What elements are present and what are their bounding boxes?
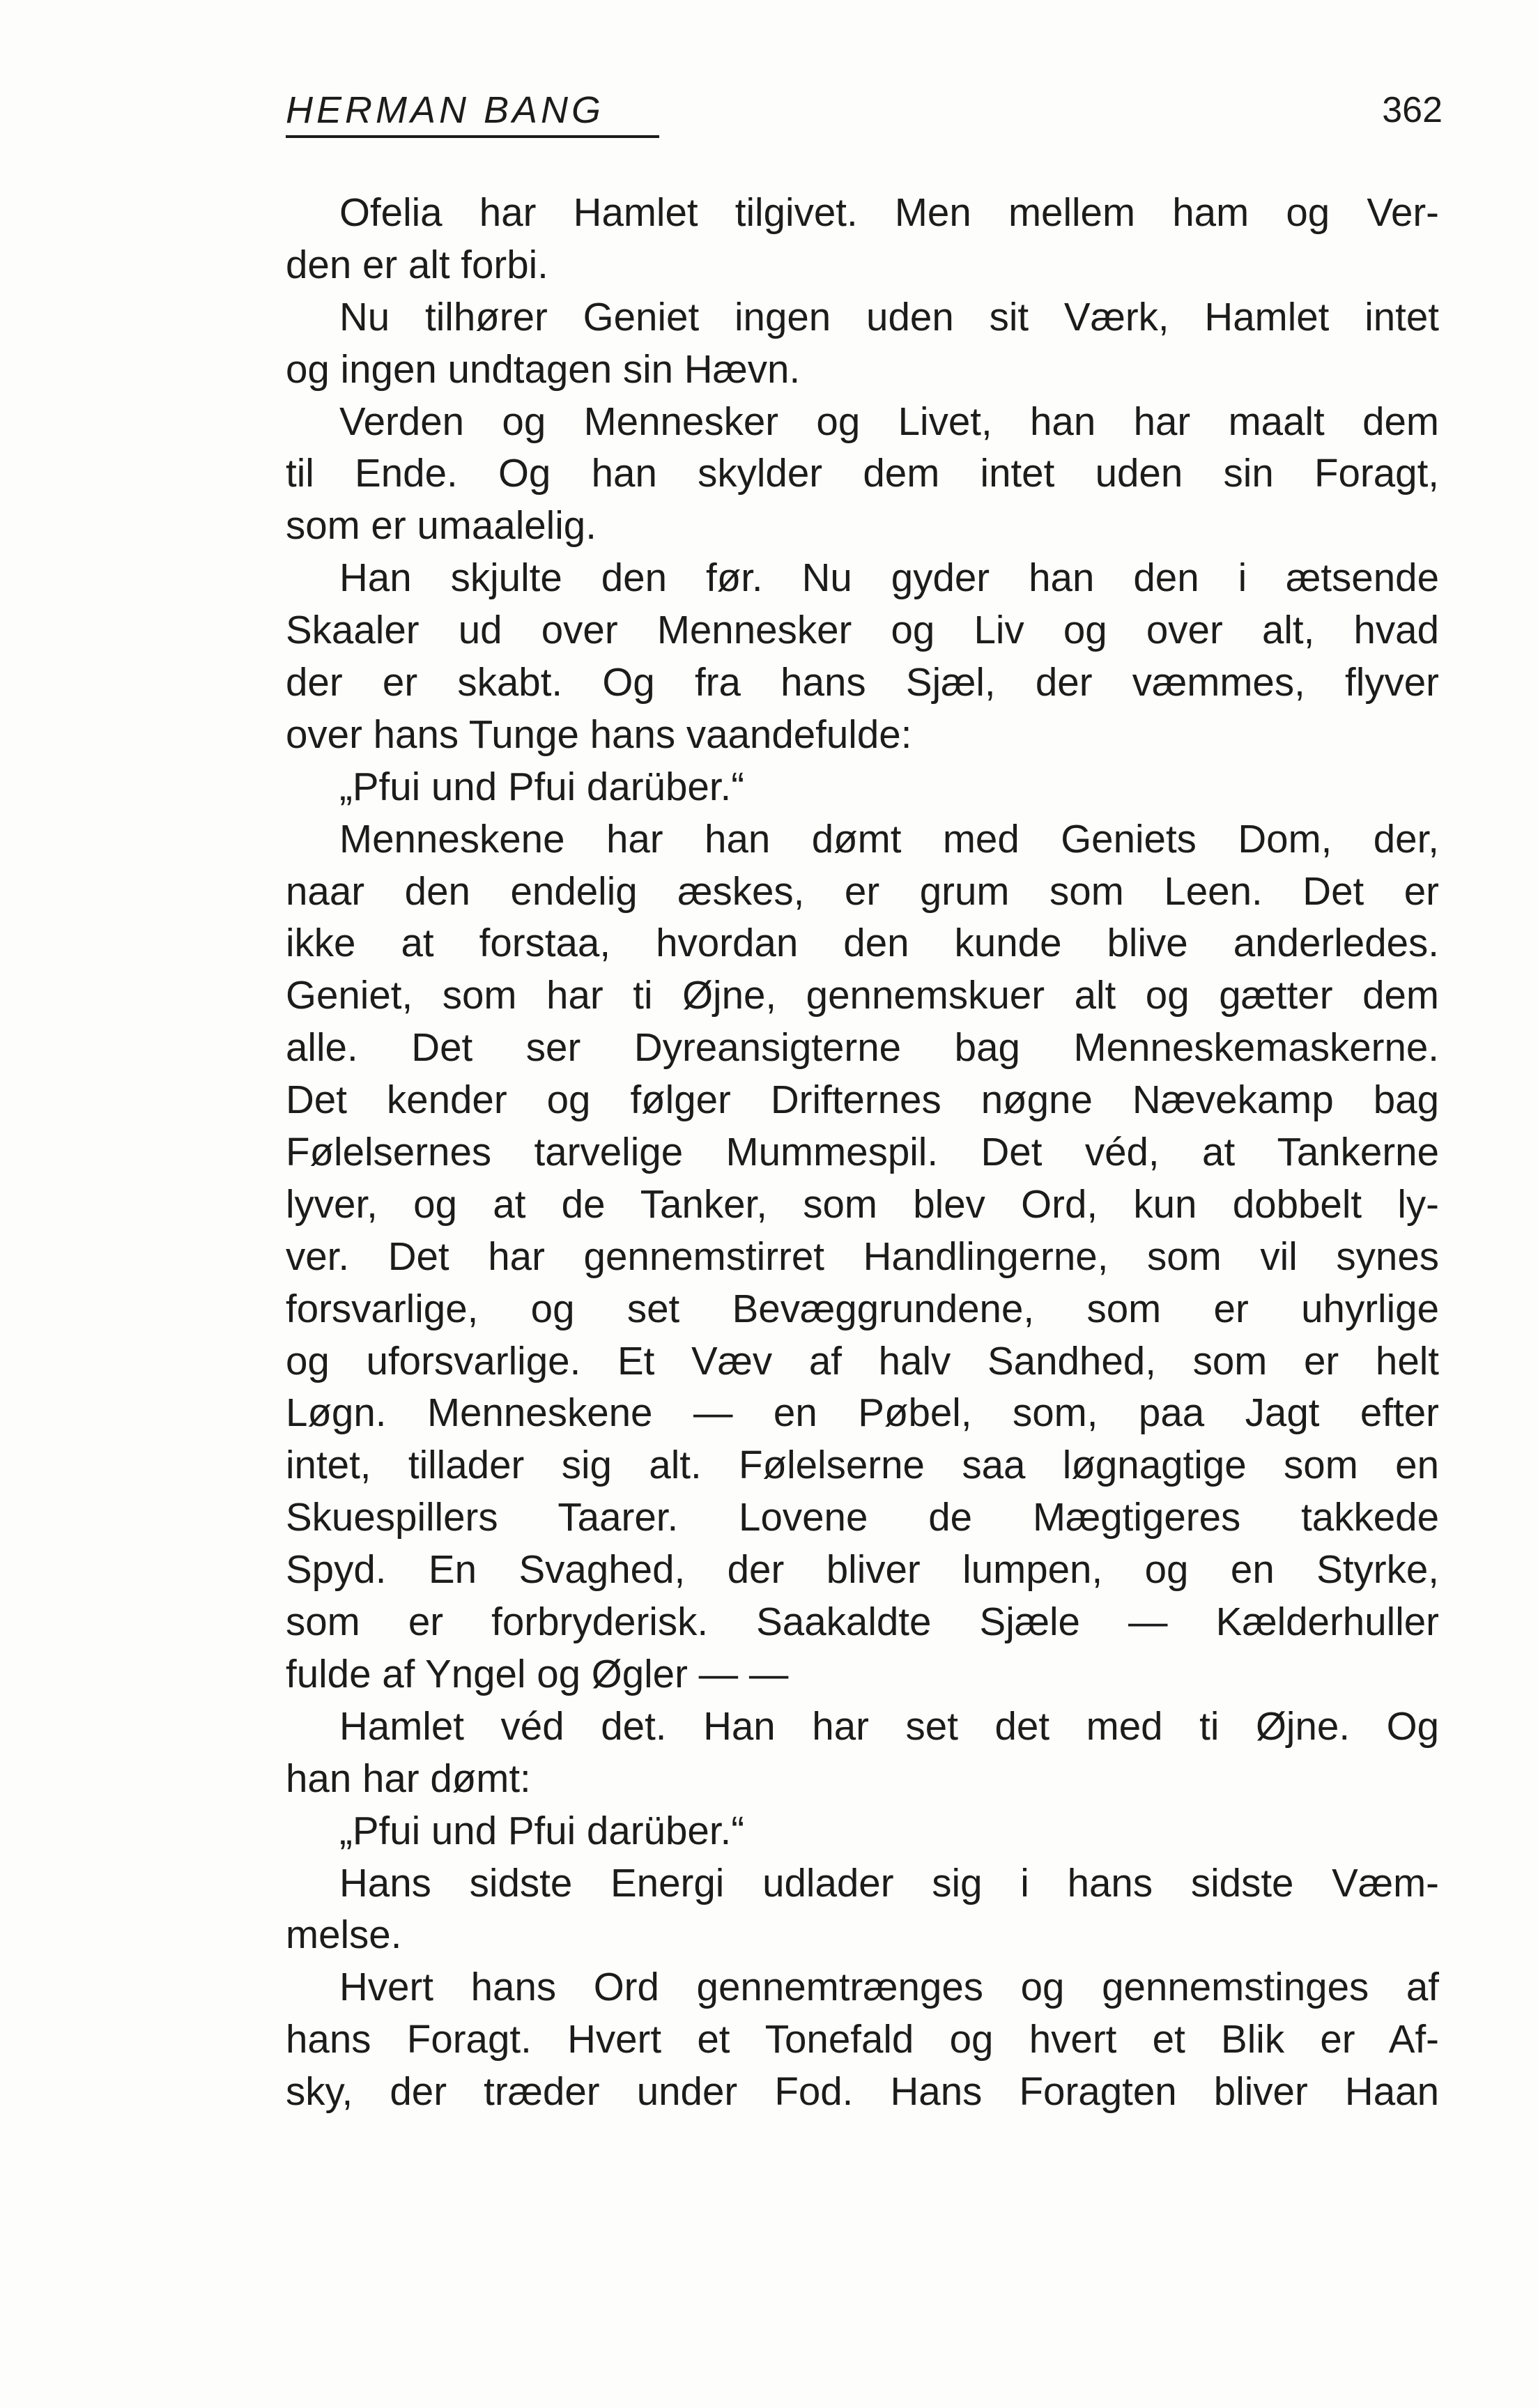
running-head-author: HERMAN BANG — [286, 89, 605, 131]
text-line: som er forbryderisk. Saakaldte Sjæle — Kælderhuller — [286, 1600, 1439, 1644]
text-line: Menneskene har han dømt med Geniets Dom, der, — [339, 816, 1439, 861]
text-line: ver. Det har gennemstirret Handlingerne, som vil synes — [286, 1234, 1439, 1278]
running-head — [286, 82, 1443, 138]
text-line: Hvert hans Ord gennemtrænges og gennemstinges af — [339, 1965, 1439, 2009]
text-line: Geniet, som har ti Øjne, gennemskuer alt og gætter dem — [286, 973, 1439, 1018]
text-line: forsvarlige, og set Bevæggrundene, som er uhyrlige — [286, 1286, 1439, 1330]
text-line: han har dømt: — [286, 1756, 531, 1800]
text-line: Spyd. En Svaghed, der bliver lumpen, og en Styrke, — [286, 1547, 1439, 1592]
text-line: melse. — [286, 1912, 402, 1957]
text-line: Hans sidste Energi udlader sig i hans sidste Væm- — [339, 1860, 1439, 1905]
text-line: Verden og Mennesker og Livet, han har maalt dem — [339, 399, 1439, 443]
text-line: Følelsernes tarvelige Mummespil. Det véd, at Tankerne — [286, 1130, 1439, 1174]
text-line: Nu tilhører Geniet ingen uden sit Værk, Hamlet intet — [339, 294, 1439, 339]
text-line: Løgn. Menneskene — en Pøbel, som, paa Jagt efter — [286, 1390, 1439, 1435]
text-line: Ofelia har Hamlet tilgivet. Men mellem ham og Ver- — [339, 190, 1439, 234]
body-text — [286, 187, 1439, 2118]
text-line: hans Foragt. Hvert et Tonefald og hvert et Blik er Af- — [286, 2017, 1439, 2062]
text-line: Skaaler ud over Mennesker og Liv og over alt, hvad — [286, 608, 1439, 652]
text-line: der er skabt. Og fra hans Sjæl, der væmmes, flyver — [286, 660, 1439, 705]
text-line: ikke at forstaa, hvordan den kunde blive anderledes. — [286, 921, 1439, 965]
text-line: til Ende. Og han skylder dem intet uden sin Foragt, — [286, 451, 1439, 496]
text-line: som er umaalelig. — [286, 503, 597, 548]
running-head-rule — [286, 135, 659, 138]
page-number: 362 — [1382, 90, 1443, 130]
text-line: intet, tillader sig alt. Følelserne saa løgnagtige som en — [286, 1443, 1439, 1487]
text-line: den er alt forbi. — [286, 242, 548, 286]
text-line: og ingen undtagen sin Hævn. — [286, 346, 801, 391]
text-line: Skuespillers Taarer. Lovene de Mægtigeres takkede — [286, 1495, 1439, 1540]
text-line: Han skjulte den før. Nu gyder han den i ætsende — [339, 555, 1439, 600]
text-line: sky, der træder under Fod. Hans Foragten bliver Haan — [286, 2069, 1439, 2114]
text-line: „Pfui und Pfui darüber.“ — [339, 1808, 745, 1853]
text-line: alle. Det ser Dyreansigterne bag Menneskemaskerne. — [286, 1025, 1439, 1070]
text-line: og uforsvarlige. Et Væv af halv Sandhed, som er helt — [286, 1338, 1439, 1383]
text-line: „Pfui und Pfui darüber.“ — [339, 764, 745, 808]
text-line: fulde af Yngel og Øgler — — — [286, 1651, 789, 1696]
text-line: lyver, og at de Tanker, som blev Ord, kun dobbelt ly- — [286, 1181, 1439, 1226]
text-line: Hamlet véd det. Han har set det med ti Øjne. Og — [339, 1703, 1439, 1748]
text-line: naar den endelig æskes, er grum som Leen. Det er — [286, 868, 1439, 913]
text-line: over hans Tunge hans vaandefulde: — [286, 712, 912, 756]
text-line: Det kender og følger Drifternes nøgne Nævekamp bag — [286, 1078, 1439, 1122]
